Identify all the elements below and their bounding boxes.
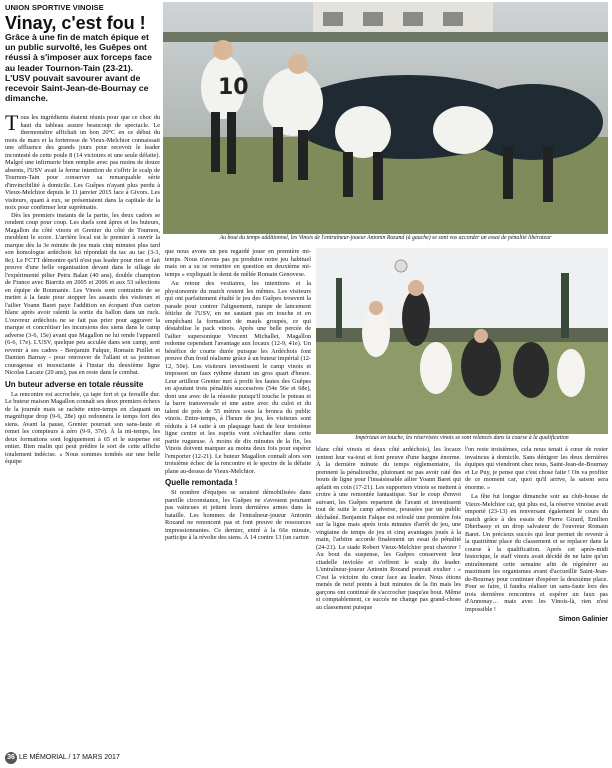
column-3 xyxy=(316,446,461,611)
rugby-scrum-illustration xyxy=(163,2,608,234)
col1-paragraph-2: Dès les premiers instants de la partie, les deux cadors se rendent coup pour coup. Les duels sont âpres et les buteurs, Magallon du côté vinois et Grenier du côté de Tournon, meublent le score. L'arrière local est le premier à ouvrir la marque dès la 3e minute de jeu mais cinq minutes plus tard son homologue ardéchois lui répondait du tac au tac (3-3, 8e). Le FCTT démontre qu'il n'est pas leader pour rien et fait preuve d'une belle organisation devant dans le sillage de l'expérimenté pilier Petru Balan (40 ans), double champion de France avec Biarritz en 2005 et 2006 et aux 53 sélections en équipe de Roumanie. Les Vinois sont contraints de se mettre à la faute pour stopper les assauts des visiteurs et l'ailier Yoann Baret paye l'addition en écopant d'un carton blanc après avoir ralenti la sortie du ballon dans un ruck. L'ouvreur ardéchois ne se fait pas prier pour aggraver la marque et concrétiser les incursions des siens dans le camp adverse (3-6, 15e) avant que Magallon ne lui rende l'appareil (6-6, 17e). L'USV, quelque peu acculée dans son camp, sent revenir à ses cadres - Benjamin Falque, Romain Puillet et Damien Barnay - pour retrouver de l'allant et sa jeunesse courageuse et insouciante à l'instar du deuxième ligne Nicolas Lacaze (20 ans), pas en reste dans le combat. xyxy=(5,211,160,376)
section-kicker: UNION SPORTIVE VINOISE xyxy=(5,3,104,12)
page-footer xyxy=(5,752,120,764)
top-photo xyxy=(163,2,608,234)
drop-cap: T xyxy=(5,110,19,135)
col4-paragraph-2: La fête fut longue dimanche soir au club-house de Vieux-Melchior car, qui plus est, la réserve vinoise avait emporté (23-13) en renversant également le cours du match grâce à des essais de Pierre Girard, Emilien Dherbassy et un drop salvateur de l'ouvreur Romain Baret. Un précieux succès qui leur permet de revenir à la quatrième place du classement et se replacer dans la course à la qualification. Après cet après-midi historique, le staff vinois avait décidé de ne faire qu'un entraînement cette semaine afin de régénérer au maximum les organismes avant d'accueillir Saint-Jean-de-Bournay pour continuer d'espérer la deuxième place. Pour se faire, il faudra réaliser un sans-faute lors des trois dernières rencontres et espérer un faux pas d'Annonay… mais avec les Vinois-là, rien n'est impossible ! xyxy=(465,493,608,613)
column-4 xyxy=(465,446,608,624)
middle-photo xyxy=(316,248,608,434)
middle-photo-caption: Impériaux en touche, les réservistes vinois se sont relancés dans la course à la qualification xyxy=(355,435,569,441)
lineout-illustration xyxy=(316,248,608,434)
col2-subhead: Quelle remontada ! xyxy=(165,478,238,487)
article-lead: Grâce à une fin de match épique et un public survolté, les Guêpes ont réussi à s'imposer aux forceps face au leader Tournon-Tain (23-21). L'USV pouvait savourer avant de recevoir Saint-Jean-de-Bournay ce dimanche. xyxy=(5,32,152,104)
col2-paragraph-1: que nous avons un peu regardé jouer en première mi-temps. Nous n'avons pas pu produire notre jeu habituel mais on a su se remettre en question en deuxième mi-temps » expliquait le demi de mêlée Romain Genovese. xyxy=(165,248,311,278)
col1-paragraph-1: ous les ingrédients étaient réunis pour que ce choc du haut du tableau assure beaucoup de spectacle. Le thermomètre affichait un bon 20°C en ce début du mois de mars et la forteresse de Vieux-Melchior connaissait une affluence des grands jours pour recevoir le leader incontesté de cette poule 8 (14 victoires et une seule défaite). Malgré une infirmerie bien remplie avec pas moins de douze absents, l'USV avait la ferme intention de s'offrir le scalp de Tournon-Tain pour conserver sa remarquable série d'invincibilité à domicile. Les Guêpes n'ayant plus perdu à Vieux-Melchior depuis le 11 janvier 2015 face à Givors. Les visiteurs, quant à eux, se présentaient dans la capitale de la noix pour confirmer leur suprématie. xyxy=(5,114,160,211)
top-photo-caption: Au bout du temps additionnel, les Vinois de l'entraîneur-joueur Antonin Rozand (à gauche) se sont vus accorder un essai de pénalité libérateur xyxy=(219,235,552,241)
col4-paragraph-1: l'on reste troisièmes, cela nous tenait à cœur de rester invaincus à domicile. Sans dénigrer les deux dernières équipes qui viendront chez nous, Saint-Jean-de-Bournay et Le Puy, je pense que c'est chose faite ! On va profiter de ce moment car, quoi qu'il arrive, la saison sera énorme. » xyxy=(465,446,608,491)
col2-paragraph-3: Si nombre d'équipes se seraient démobilisées dans pareille circonstance, les Guêpes ne s'avouent pourtant pas vaincues et jettent leurs dernières armes dans la bataille. Les hommes de l'entraîneur-joueur Antonin Rozand ne renoncent pas et font preuve de ressources impressionnantes. Ce dernier, entré à la 66e minute, participe à la révolte des siens. À 14 contre 13 (un carton xyxy=(165,489,311,541)
page-number: 36 xyxy=(5,752,17,764)
col3-paragraph-1: blanc côté vinois et deux côté ardéchois), les locaux tentent leur va-tout et font preuve d'une hargne énorme. À la dernière minute du temps réglementaire, ils prennent la pénaltouche, plutonant ne pas avoir raté des bouts de ligne pour l'insaisissable ailier Yoann Baret qui aplatit en coin (17-21). Les supporters vinois se mettent à croire à une remontée fantastique. Sur le coup d'envoi suivant, les Guêpes repartent de l'avant et investissent tout de suite le camp adverse, poussées par un public déchaîné. Benjamin Falque est refoulé une première fois sur la ligne mais après trois minutes d'arrêt de jeu, une vingtaine de temps de jeu et cinq avantages joués à la main, l'arbitre accorde finalement un essai de pénalité (24-21). Le stade Robert Vieux-Melchior peut chavirer ! Au bout du suspense, les Guêpes conservent leur citadelle inviolée et s'offrent le scalp du leader. L'entraîneur-joueur Antonin Rozand pouvait exulter : « C'est la victoire du cœur face au leader. Nous étions menés de neuf points à huit minutes de la fin mais les garçons ont continué de s'accrocher jusqu'au bout. Même si comptablement, ce succès ne change pas grand-chose au classement puisque xyxy=(316,446,461,611)
column-1 xyxy=(5,110,160,466)
col1-paragraph-3: La rencontre est accrochée, ça tape fort et ça ferraille dur. Le buteur maison Magallon connaît ses deux premiers échecs de la journée mais se rachète entre-temps en claquant un magnifique drop (9-6, 28e) qui redonnera le temps fort des siens. Avant la pause, Grenier pourrait son sans-faute et remet les compteurs à zéro (9-9, 37e). À la mi-temps, les deux formations sont logiquement à 65 et le suspense est entier. Bien malin qui peut prédire le sort de cette affiche totalement indécise. « Nous sommes tombés sur une belle équipe xyxy=(5,390,160,465)
article-title: Vinay, c'est fou ! xyxy=(5,13,146,33)
byline: Simon Galinier xyxy=(558,616,608,623)
footer-publication: LE MÉMORIAL / 17 MARS 2017 xyxy=(18,754,120,761)
svg-text:10: 10 xyxy=(218,75,249,100)
col1-subhead: Un buteur adverse en totale réussite xyxy=(5,379,144,389)
column-2 xyxy=(165,248,311,542)
col2-paragraph-2: Au retour des vestiaires, les intentions et la physionomie du match restent les mêmes. Les visiteurs qui ont parfaitement étudié le jeu des Guêpes trouvent la parade pour contrer l'alignement, rampe de lancement fétiche de l'USV, en ne sautant pas en touche et en empêchant la formation de mauls groupés, ce qui déstabilise le pack vinois. Après une belle percée de l'ailier supersonique Vincent Michallet, Magallon redonne cependant l'avantage aux locaux (12-9, 41e). Un bénéfice de courte durée puisque les Ardéchois font preuve d'un froid réalisme grâce à un buteur impérial (12-12, 50e). Les visiteurs investissent le camp vinois et imposent un faux rythme durant un gros quart d'heure. Leur artilleur Grenier met à profit les fautes des Guêpes en ajoutant trois pénalités successives (54e 56e et 68e), dont une avec de la réussite puisqu'il touche le poteau et la barre transversale et une autre avec du culot et du talent de près de 55 mètres sous la bronca du public vinois. Entre-temps, à l'heure de jeu, les visiteurs sont réduits à 14 suite à un plaquage haut de leur troisième ligne centre et les esprits vont s'échauffer dans cette partie rugueuse. À moins de dix minutes de la fin, les Vinois doivent marquer au moins deux fois pour espérer l'emporter (12-21). Le buteur Magallon connaît alors son troisième échec de la rencontre et le spectre de la défaite plane au-dessus de Vieux-Melchior. xyxy=(165,280,311,475)
